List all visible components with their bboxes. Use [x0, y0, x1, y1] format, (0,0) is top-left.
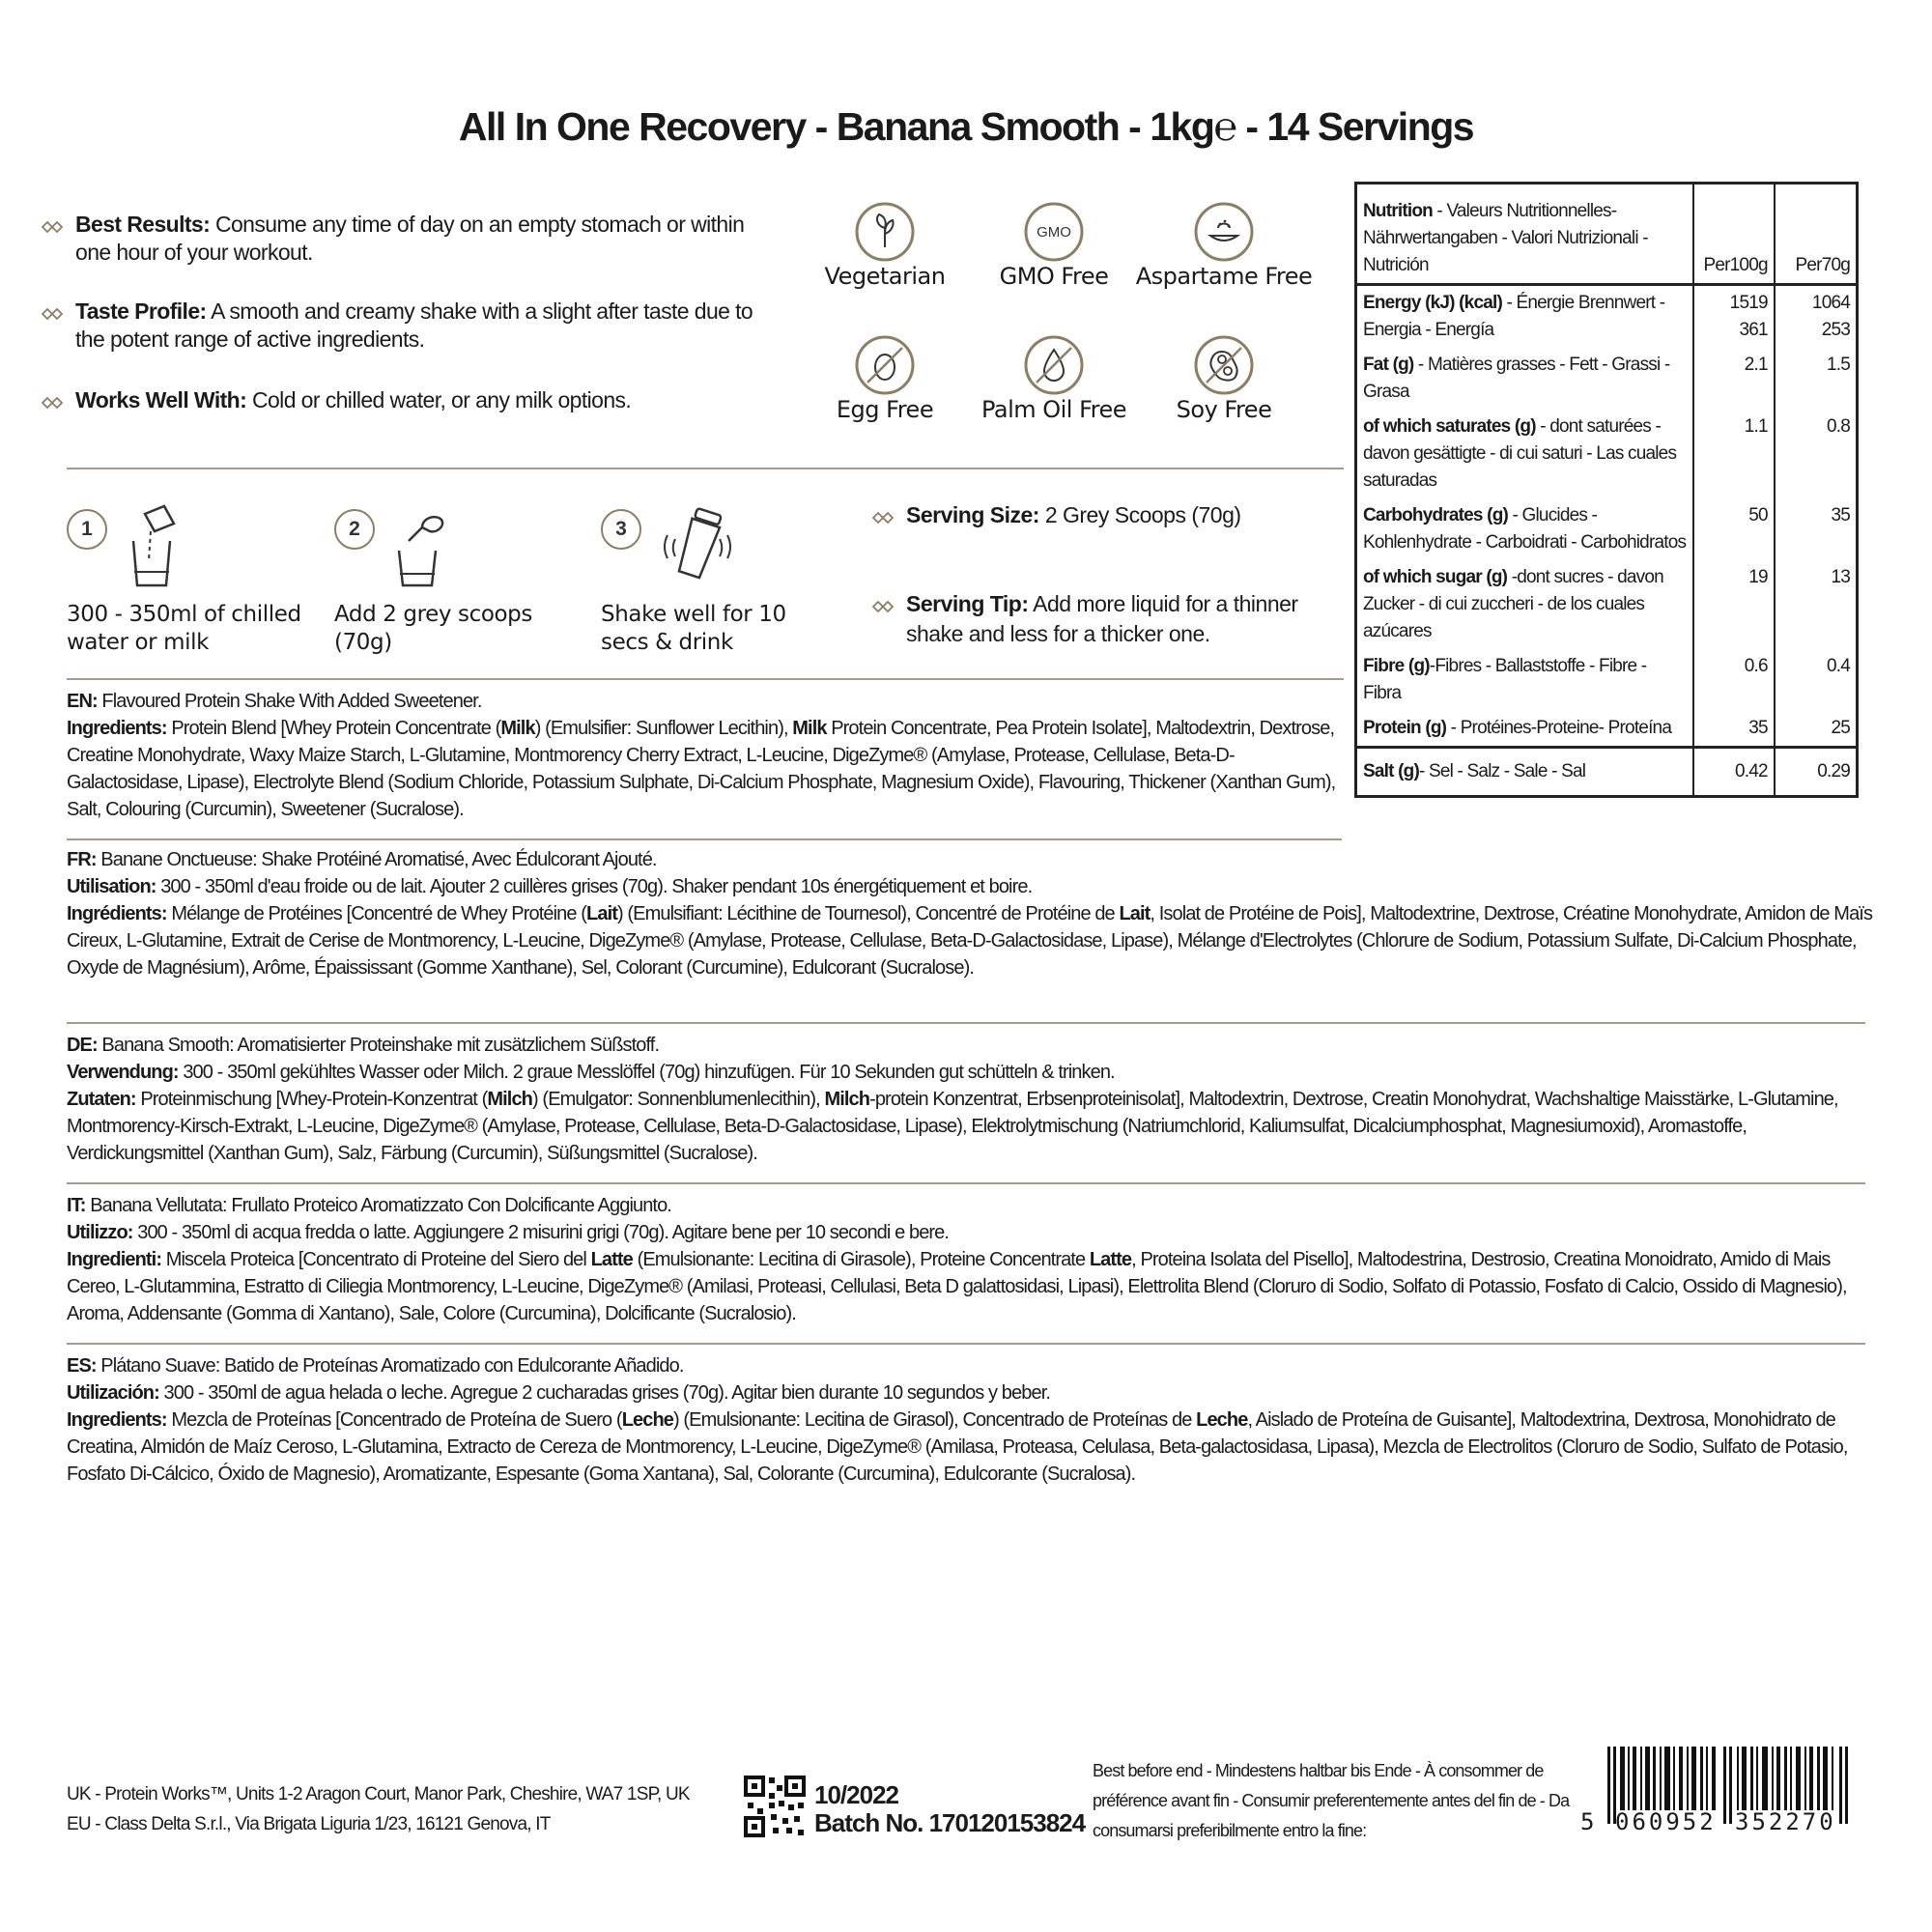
step-1-number: 1: [67, 509, 107, 550]
address-eu: EU - Class Delta S.r.l., Via Brigata Liguria 1/23, 16121 Genova, IT: [67, 1814, 551, 1834]
double-arrow-icon: [871, 591, 896, 621]
egg-free-icon: [854, 334, 916, 401]
step-2-text: Add 2 grey scoops (70g): [334, 602, 532, 655]
aspartame-free-icon: [1193, 201, 1255, 268]
nutrition-header: Nutrition - Valeurs Nutritionnelles- Nährwertangaben - Valori Nutrizionali - Nutrición: [1356, 184, 1693, 285]
divider: [67, 468, 1344, 469]
soy-free-icon: [1193, 334, 1255, 401]
double-arrow-icon: [41, 388, 66, 416]
step-2-number: 2: [334, 509, 375, 550]
best-before-date: 10/2022: [814, 1780, 898, 1809]
divider: [67, 1343, 1865, 1345]
divider: [67, 838, 1342, 840]
nutrition-row-fat: Fat (g) - Matières grasses - Fett - Grassi - Grasa 2.1 1.5: [1356, 348, 1858, 410]
serving-tip-text: Serving Tip: Add more liquid for a thinner shake and less for a thicker one.: [906, 589, 1350, 649]
gmo-icon-text: GMO: [1037, 224, 1071, 241]
glass-pour-icon: [126, 502, 184, 594]
shaker-icon: [660, 497, 737, 594]
divider: [67, 1182, 1865, 1184]
badge-label-palm-oil-free: Palm Oil Free: [980, 396, 1127, 423]
col-per100g: Per100g: [1693, 184, 1775, 285]
nutrition-table: [1354, 182, 1859, 798]
divider: [67, 1022, 1865, 1024]
badge-label-soy-free: Soy Free: [1176, 396, 1272, 423]
vegetarian-icon: [854, 201, 916, 268]
palm-oil-free-icon: [1023, 334, 1085, 401]
serving-size-text: Serving Size: 2 Grey Scoops (70g): [906, 500, 1350, 530]
badge-label-egg-free: Egg Free: [836, 396, 934, 423]
address-uk: UK - Protein Works™, Units 1-2 Aragon Court, Manor Park, Cheshire, WA7 1SP, UK: [67, 1784, 690, 1804]
best-before-text: Best before end - Mindestens haltbar bis Ende - À consommer de préférence avant fin - Consumir preferentemente antes del fin de - Da consumarsi preferibilmente entro la fine:: [1093, 1761, 1570, 1840]
lang-section-en: EN: Flavoured Protein Shake With Added Sweetener. Ingredients: Protein Blend [Whey Protein Concentrate (Milk) (Emulsifier: Sunflower Lecithin), Milk Protein Concentrate, Pea Protein Isolate], Maltodextrin, Dextrose, Creatine Monohydrate, Waxy Maize Starch, L-Glutamine, Montmorency Cherry Extract, L-Leucine, DigeZyme® (Amylase, Protease, Cellulase, Beta-D-Galactosidase, Lipase), Electrolyte Blend (Sodium Chloride, Potassium Sulphate, Di-Calcium Phosphate, Magnesium Oxide), Flavouring, Thickener (Xanthan Gum), Salt, Colouring (Curcumin), Sweetener (Sucralose).: [67, 691, 1336, 820]
nutrition-row-energy: Energy (kJ) (kcal) - Énergie Brennwert - Energia - Energía 1519 361 1064 253: [1356, 285, 1858, 349]
nutrition-row-salt: Salt (g)- Sel - Salz - Sale - Sal 0.42 0.29: [1356, 748, 1858, 797]
best-results-text: Best Results: Consume any time of day on an empty stomach or within one hour of your workout.: [75, 211, 771, 267]
badge-label-gmo-free: GMO Free: [999, 263, 1109, 290]
gmo-free-icon: [1023, 201, 1085, 268]
step-3-number: 3: [601, 509, 641, 550]
page-title: All In One Recovery - Banana Smooth - 1kg℮ - 14 Servings: [458, 104, 1474, 149]
double-arrow-icon: [41, 299, 66, 327]
lang-section-it: IT: Banana Vellutata: Frullato Proteico Aromatizzato Con Dolcificante Aggiunto. Utilizzo: 300 - 350ml di acqua fredda o latte. Aggiungere 2 misurini grigi (70g). Agitare bene per 10 secondi e bere. Ingredienti: Miscela Proteica [Concentrato di Proteine del Siero del Latte (Emulsionante: Lecitina di Girasole), Proteine Concentrate Latte, Proteina Isolata del Pisello], Maltodestrina, Destrosio, Creatina Monoidrato, Amido di Mais Cereo, L-Glutammina, Estratto di Ciliegia Montmorency, L-Leucine, DigeZyme® (Amilasi, Proteasi, Cellulasi, Beta D galattosidasi, Lipasi), Elettrolita Blend (Cloruro di Sodio, Solfato di Potassio, Fosfato di Calcio, Ossido di Magnesio), Aroma, Addensante (Gomma di Xantano), Sale, Colore (Curcumina), Dolcificante (Sucralosio).: [67, 1195, 1847, 1324]
step-1-text: 300 - 350ml of chilled water or milk: [67, 602, 301, 655]
nutrition-row-fibre: Fibre (g)-Fibres - Ballaststoffe - Fibre - Fibra 0.6 0.4: [1356, 649, 1858, 711]
badge-label-vegetarian: Vegetarian: [824, 263, 946, 290]
double-arrow-icon: [871, 502, 896, 532]
lang-section-de: DE: Banana Smooth: Aromatisierter Proteinshake mit zusätzlichem Süßstoff. Verwendung: 300 - 350ml gekühltes Wasser oder Milch. 2 graue Messlöffel (70g) hinzufügen. Für 10 Sekunden gut schütteln & trinken. Zutaten: Proteinmischung [Whey-Protein-Konzentrat (Milch) (Emulgator: Sonnenblumenlecithin), Milch-protein Konzentrat, Erbsenproteinisolat], Maltodextrin, Dextrose, Creatin Monohydrat, Wachshaltige Maisstärke, L-Glutamine, Montmorency-Kirsch-Extrakt, L-Leucine, DigeZyme® (Amylase, Protease, Cellulase, Beta-D-Galactosidase, Lipase), Elektrolytmischung (Natriumchlorid, Kaliumsulfat, Dicalciumphosphat, Magnesiumoxid), Aromastoffe, Verdickungsmittel (Xanthan Gum), Salz, Färbung (Curcumin), Süßungsmittel (Sucralose).: [67, 1035, 1838, 1164]
nutrition-row-protein: Protein (g) - Protéines-Proteine- Proteína 35 25: [1356, 711, 1858, 748]
lang-section-fr: FR: Banane Onctueuse: Shake Protéiné Aromatisé, Avec Édulcorant Ajouté. Utilisation: 300 - 350ml d'eau froide ou de lait. Ajouter 2 cuillères grises (70g). Shaker pendant 10s énergétiquement et boire. Ingrédients: Mélange de Protéines [Concentré de Whey Protéine (Lait) (Emulsifiant: Lécithine de Tournesol), Concentré de Protéine de Lait, Isolat de Protéine de Pois], Maltodextrine, Dextrose, Créatine Monohydrate, Amidon de Maïs Cireux, L-Glutamine, Extrait de Cerise de Montmorency, L-Leucine, DigeZyme® (Amylase, Protease, Cellulase, Beta-D-Galactosidase, Lipase), Mélange d'Electrolytes (Chlorure de Sodium, Potassium Sulfate, Di-Calcium Phosphate, Oxyde de Magnésium), Arôme, Épaississant (Gomme Xanthane), Sel, Colorant (Curcumine), Edulcorant (Sucralose).: [67, 849, 1873, 979]
nutrition-row-carbohydrates: Carbohydrates (g) - Glucides - Kohlenhydrate - Carboidrati - Carbohidratos 50 35: [1356, 498, 1858, 560]
nutrition-row-saturates: of which saturates (g) - dont saturées - davon gesättigte - di cui saturi - Las cuales saturadas 1.1 0.8: [1356, 410, 1858, 498]
batch-number: Batch No. 170120153824: [814, 1808, 1086, 1837]
qr-code-icon: [744, 1776, 806, 1842]
works-well-with-text: Works Well With: Cold or chilled water, or any milk options.: [75, 386, 771, 414]
col-per70g: Per70g: [1775, 184, 1858, 285]
divider: [67, 678, 1344, 680]
scoop-glass-icon: [393, 502, 451, 594]
taste-profile-text: Taste Profile: A smooth and creamy shake with a slight after taste due to the potent range of active ingredients.: [75, 298, 771, 354]
barcode-digits-3: 352270: [1735, 1808, 1836, 1835]
barcode-digits-2: 060952: [1615, 1808, 1717, 1835]
barcode-digit-1: 5: [1580, 1808, 1595, 1835]
step-3-text: Shake well for 10 secs & drink: [601, 602, 786, 655]
badge-label-aspartame-free: Aspartame Free: [1135, 263, 1313, 290]
nutrition-row-sugar: of which sugar (g) -dont sucres - davon Zucker - di cui zuccheri - de los cuales azúcares 19 13: [1356, 560, 1858, 649]
lang-section-es: ES: Plátano Suave: Batido de Proteínas Aromatizado con Edulcorante Añadido. Utilización: 300 - 350ml de agua helada o leche. Agregue 2 cucharadas grises (70g). Agitar bien durante 10 segundos y beber. Ingredients: Mezcla de Proteínas [Concentrado de Proteína de Suero (Leche) (Emulsionante: Lecitina de Girasol), Concentrado de Proteínas de Leche, Aislado de Proteína de Guisante], Maltodextrina, Dextrosa, Monohidrato de Creatina, Almidón de Maíz Ceroso, L-Glutamina, Extracto de Cereza de Montmorency, L-Leucine, DigeZyme® (Amilasa, Proteasa, Celulasa, Beta-galactosidasa, Lipasa), Mezcla de Electrolitos (Cloruro de Sodio, Sulfato de Potasio, Fosfato Di-Cálcico, Óxido de Magnesio), Aromatizante, Espesante (Goma Xantana), Sal, Colorante (Curcumina), Edulcorante (Sucralosa).: [67, 1355, 1848, 1485]
double-arrow-icon: [41, 213, 66, 241]
